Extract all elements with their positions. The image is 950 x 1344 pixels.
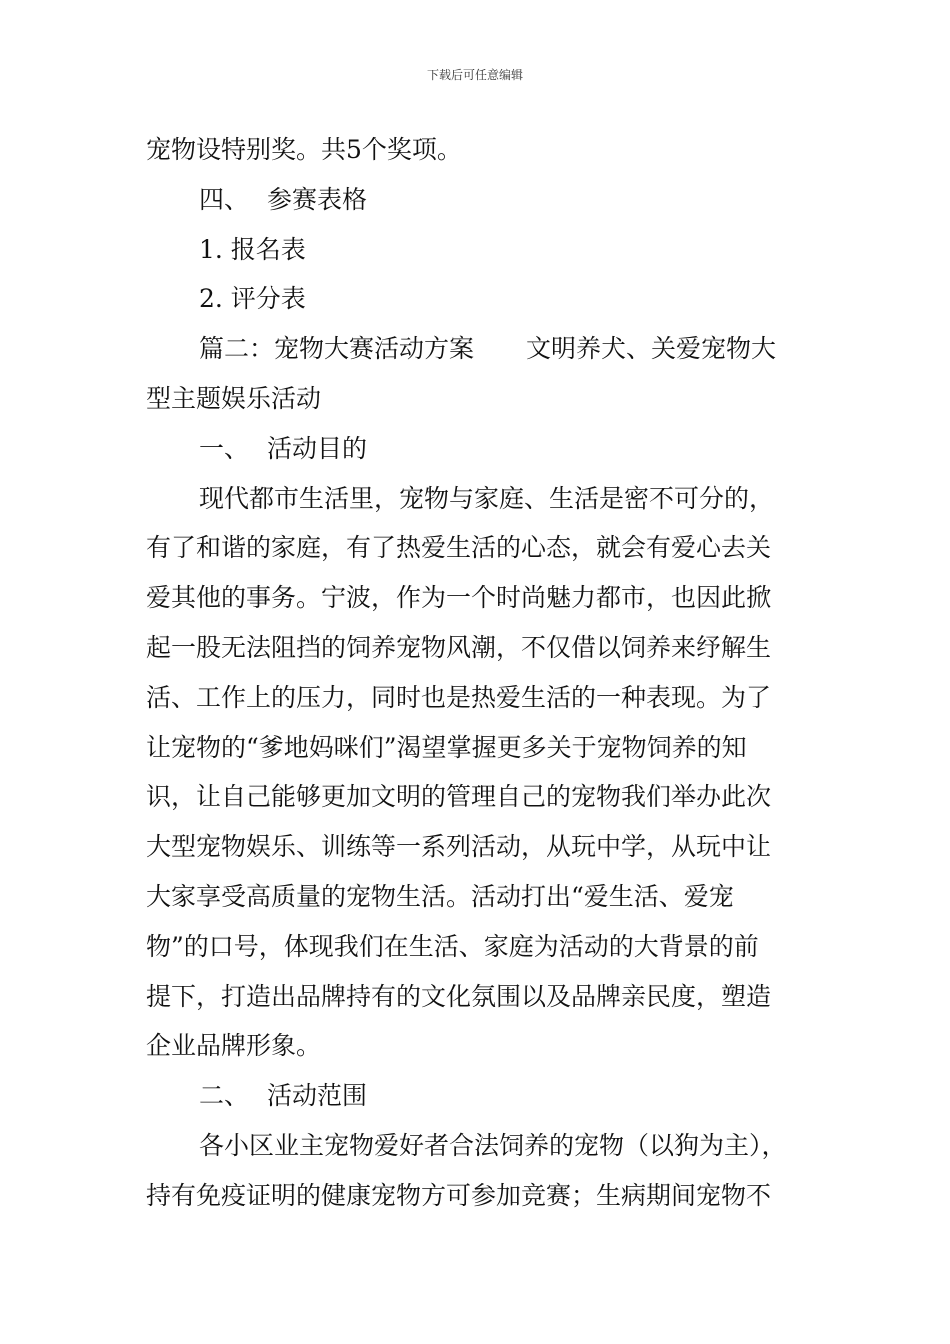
section-title: 活动范围 bbox=[267, 1081, 368, 1111]
paragraph-line: 大家享受高质量的宠物生活。活动打出“爱生活、爱宠 bbox=[146, 881, 734, 911]
list-item-2: 2. 评分表 bbox=[199, 284, 306, 314]
paragraph-line: 爱其他的事务。宁波，作为一个时尚魅力都市，也因此掀 bbox=[146, 583, 772, 613]
chapter-subtitle-cont: 型主题娱乐活动 bbox=[146, 383, 322, 413]
section-title: 活动目的 bbox=[267, 433, 368, 463]
section-number: 一、 bbox=[199, 433, 250, 463]
text-line: 宠物设特别奖。共5个奖项。 bbox=[146, 135, 462, 164]
section-number: 四、 bbox=[199, 184, 250, 214]
paragraph-line: 让宠物的“爹地妈咪们”渴望掌握更多关于宠物饲养的知 bbox=[146, 732, 747, 762]
page-header-note: 下载后可任意编辑 bbox=[426, 68, 523, 82]
paragraph-line: 持有免疫证明的健康宠物方可参加竞赛；生病期间宠物不 bbox=[146, 1180, 772, 1210]
section-heading-4 bbox=[146, 175, 822, 225]
paragraph-line: 企业品牌形象。 bbox=[146, 1031, 322, 1061]
paragraph-line: 现代都市生活里，宠物与家庭、生活是密不可分的， bbox=[199, 483, 775, 513]
paragraph-line: 提下，打造出品牌持有的文化氛围以及品牌亲民度，塑造 bbox=[146, 981, 772, 1011]
chapter-title: 篇二：宠物大赛活动方案 bbox=[199, 334, 475, 364]
document-body bbox=[146, 125, 822, 1221]
section-title: 参赛表格 bbox=[267, 184, 368, 214]
paragraph-line: 物”的口号，体现我们在生活、家庭为活动的大背景的前 bbox=[146, 931, 759, 961]
paragraph-line: 识，让自己能够更加文明的管理自己的宠物我们举办此次 bbox=[146, 782, 772, 812]
paragraph-line: 有了和谐的家庭，有了热爱生活的心态，就会有爱心去关 bbox=[146, 533, 772, 563]
section-heading-1 bbox=[146, 424, 822, 474]
section-heading-2 bbox=[146, 1071, 822, 1121]
section-number: 二、 bbox=[199, 1081, 250, 1111]
chapter-title-line bbox=[146, 324, 822, 374]
paragraph-line: 起一股无法阻挡的饲养宠物风潮，不仅借以饲养来纾解生 bbox=[146, 632, 772, 662]
paragraph-line: 活、工作上的压力，同时也是热爱生活的一种表现。为了 bbox=[146, 682, 772, 712]
paragraph-line: 大型宠物娱乐、训练等一系列活动，从玩中学，从玩中让 bbox=[146, 832, 772, 862]
list-item-1: 1. 报名表 bbox=[199, 234, 306, 264]
paragraph-line: 各小区业主宠物爱好者合法饲养的宠物（以狗为主）， bbox=[199, 1130, 787, 1160]
chapter-subtitle: 文明养犬、关爱宠物大 bbox=[526, 334, 777, 364]
